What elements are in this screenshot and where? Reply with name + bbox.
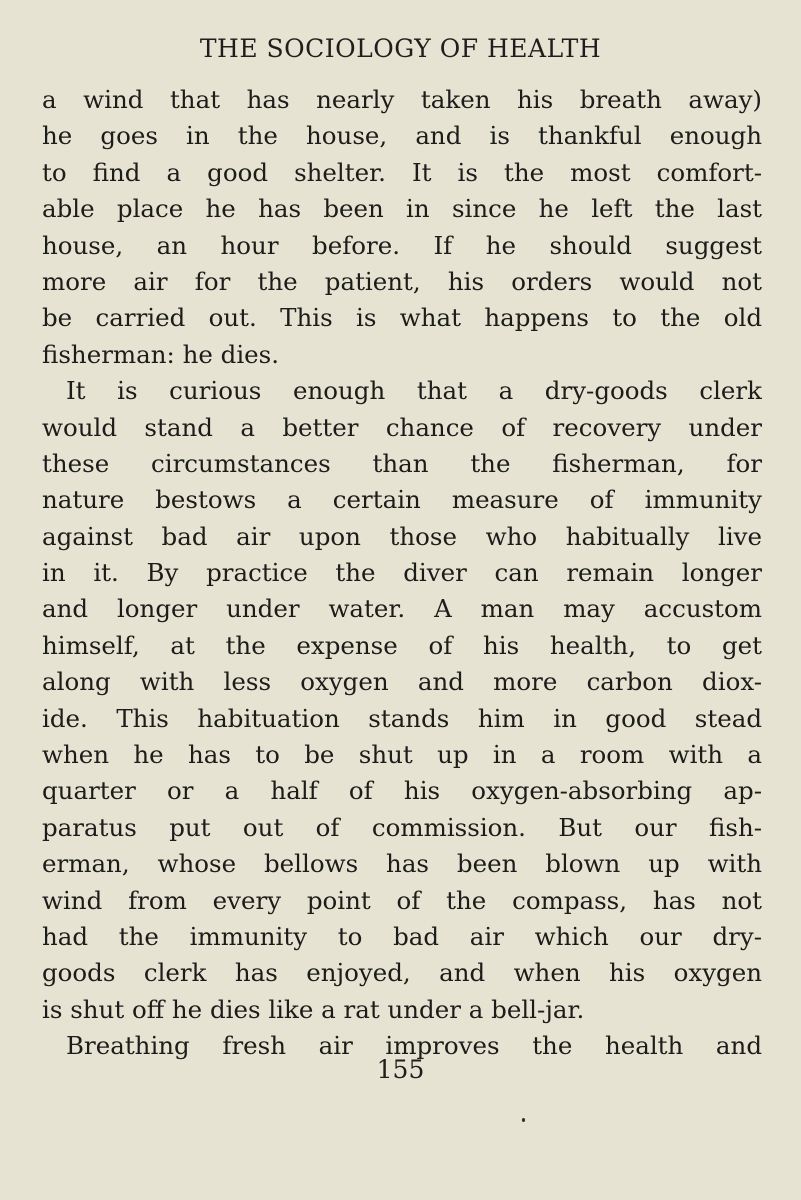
text-line-paragraph-end: is shut off he dies like a rat under a bell-jar. bbox=[42, 994, 585, 1024]
text-line: to find a good shelter. It is the most comfort- bbox=[42, 157, 762, 187]
text-line-paragraph-start: It is curious enough that a dry-goods clerk bbox=[66, 376, 762, 406]
text-line: when he has to be shut up in a room with a bbox=[42, 740, 762, 770]
text-line: ide. This habituation stands him in good stead bbox=[42, 703, 762, 733]
text-line: paratus put out of commission. But our fish- bbox=[42, 812, 762, 842]
text-line: able place he has been in since he left the last bbox=[42, 194, 762, 224]
ink-speck bbox=[522, 1118, 525, 1122]
text-line: a wind that has nearly taken his breath away) bbox=[42, 85, 762, 114]
text-line: erman, whose bellows has been blown up with bbox=[42, 849, 762, 879]
body-text bbox=[42, 82, 762, 1065]
text-line: more air for the patient, his orders would not bbox=[42, 266, 762, 296]
text-line: against bad air upon those who habitually live bbox=[42, 521, 762, 551]
text-line-paragraph-end: fisherman: he dies. bbox=[42, 339, 280, 369]
text-line: in it. By practice the diver can remain longer bbox=[42, 558, 762, 588]
text-line: along with less oxygen and more carbon diox- bbox=[42, 667, 762, 697]
text-line: himself, at the expense of his health, to get bbox=[42, 630, 762, 660]
text-line: would stand a better chance of recovery under bbox=[42, 412, 762, 442]
text-line: wind from every point of the compass, has not bbox=[42, 885, 762, 915]
text-line: he goes in the house, and is thankful enough bbox=[42, 121, 762, 151]
text-line-paragraph-start: Breathing fresh air improves the health and bbox=[66, 1031, 762, 1061]
page-number: 155 bbox=[376, 1055, 425, 1084]
text-line: quarter or a half of his oxygen-absorbing ap- bbox=[42, 776, 762, 806]
running-head: THE SOCIOLOGY OF HEALTH bbox=[199, 34, 602, 63]
text-line: and longer under water. A man may accustom bbox=[42, 594, 762, 624]
text-line: these circumstances than the fisherman, for bbox=[42, 448, 762, 478]
text-line: had the immunity to bad air which our dry- bbox=[42, 921, 762, 951]
text-line: nature bestows a certain measure of immunity bbox=[42, 485, 762, 515]
text-line: goods clerk has enjoyed, and when his oxygen bbox=[42, 958, 762, 988]
text-line: be carried out. This is what happens to the old bbox=[42, 303, 762, 333]
text-line: house, an hour before. If he should suggest bbox=[42, 230, 762, 260]
